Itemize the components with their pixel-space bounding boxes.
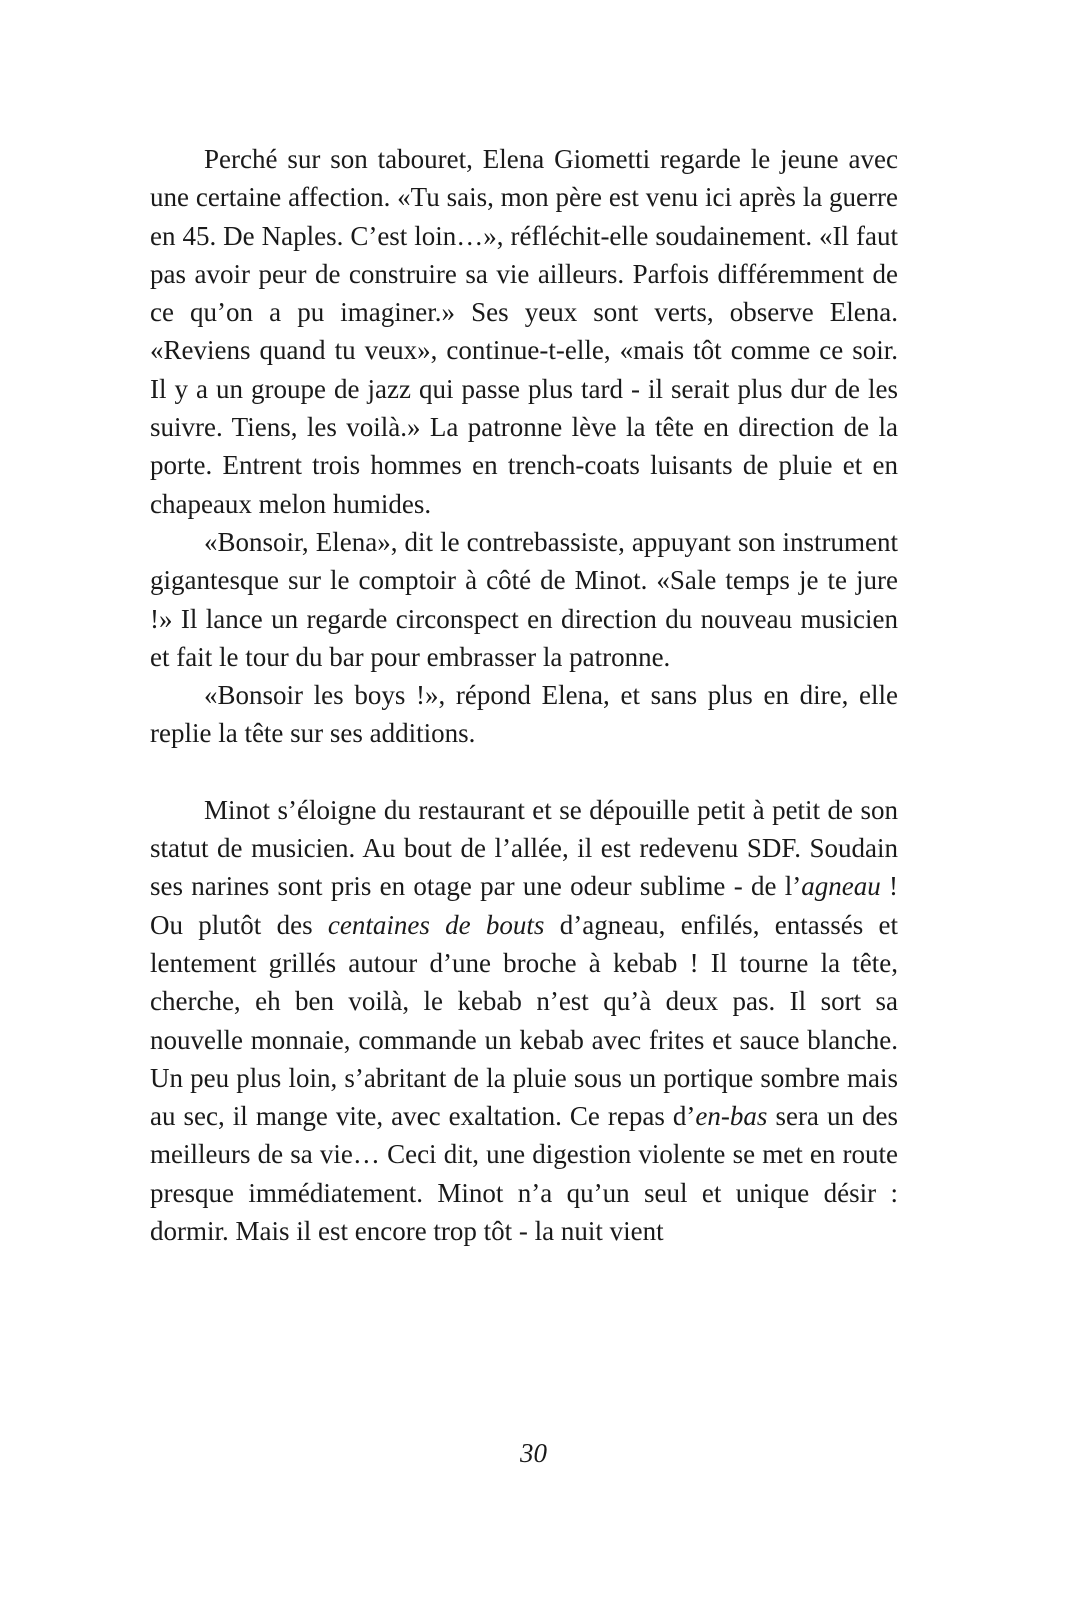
paragraph-text: Perché sur son tabouret, Elena Giometti regarde le jeune avec une certaine affection. «Tu sais, mon père est venu ici après la guerre en 45. De Naples. C’est loin…», réfléchit-elle soudainement. «Il faut pas avoir peur de construire sa vie ailleurs. Parfois différemment de ce qu’on a pu imaginer.» Ses yeux sont verts, observe Elena. «Reviens quand tu veux», continue-t-elle, «mais tôt comme ce soir. Il y a un groupe de jazz qui passe plus tard - il serait plus dur de les suivre. Tiens, les voilà.» La patronne lève la tête en direction de la porte. Entrent trois hommes en trench-coats luisants de pluie et en chapeaux melon humides. bbox=[150, 144, 898, 519]
paragraph-text: Minot s’éloigne du restaurant et se dépouille petit à petit de son statut de musicien. Au bout de l’allée, il est redevenu SDF. Soudain ses narines sont pris en otage par une odeur sublime - de l’ bbox=[150, 794, 898, 902]
paragraph-text: sera un des meilleurs de sa vie… Ceci dit, une digestion violente se met en route presque immédiatement. Minot n’a qu’un seul et unique désir : dormir. Mais il est encore trop tôt - la nuit vient bbox=[150, 1101, 898, 1247]
paragraph-minot-kebab bbox=[150, 791, 898, 1251]
paragraph-text: «Bonsoir les boys !», répond Elena, et sans plus en dire, elle replie la tête sur ses additions. bbox=[150, 680, 898, 749]
italic-text: centaines de bouts bbox=[327, 909, 545, 940]
paragraph-elena-giometti bbox=[150, 140, 898, 523]
page-number: 30 bbox=[520, 1438, 547, 1468]
italic-text: agneau bbox=[801, 871, 881, 902]
paragraph-contrebassiste bbox=[150, 523, 898, 676]
paragraph-text: «Bonsoir, Elena», dit le contrebassiste, appuyant son instrument gigantesque sur le comptoir à côté de Minot. «Sale temps je te jure !» Il lance un regarde circonspect en direction du nouveau musicien et fait le tour du bar pour embrasser la patronne. bbox=[150, 526, 898, 672]
page-body bbox=[150, 140, 898, 1250]
paragraph-bonsoir-boys bbox=[150, 676, 898, 753]
paragraph-text: d’agneau, enfilés, entassés et lentement grillés autour d’une broche à kebab ! Il tourne la tête, cherche, eh ben voilà, le kebab n’est qu’à deux pas. Il sort sa nouvelle monnaie, commande un kebab avec frites et sauce blanche. Un peu plus loin, s’abritant de la pluie sous un portique sombre mais au sec, il mange vite, avec exaltation. Ce repas d’ bbox=[150, 909, 898, 1132]
paragraph-text: ! Ou plutôt des bbox=[150, 871, 898, 940]
italic-text: en-bas bbox=[695, 1101, 768, 1132]
